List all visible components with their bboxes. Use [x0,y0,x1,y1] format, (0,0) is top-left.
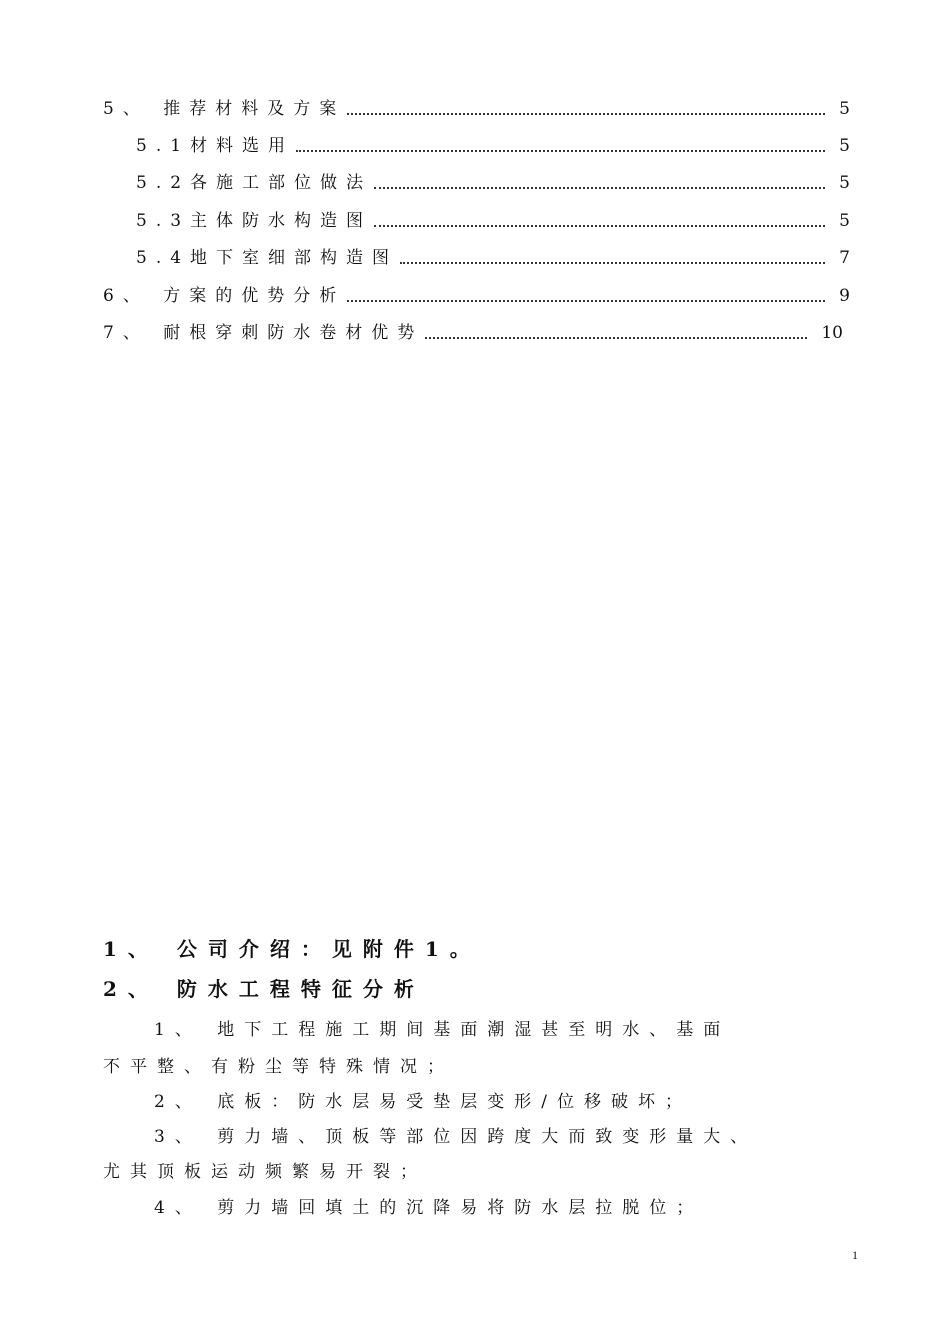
toc-entry-label: 6、 方案的优势分析 [103,286,346,306]
toc-page-number: 9 [839,286,850,306]
toc-page-number: 5 [839,99,850,119]
toc-page-number: 5 [839,173,850,193]
toc-page-number: 5 [839,136,850,156]
toc-leader [374,187,825,189]
body-paragraph-line: 尤其顶板运动频繁易开裂； [103,1162,427,1182]
toc-entry-label: 5.3主体防水构造图 [136,211,373,231]
body-paragraph-line: 不平整、有粉尘等特殊情况； [103,1057,454,1077]
toc-leader [374,225,825,227]
toc-leader [296,150,825,152]
toc-leader [400,262,825,264]
section-heading-company-intro: 1、 公司介绍：见附件1。 [103,937,481,961]
toc-page-number: 5 [839,211,850,231]
footer-page-number: 1 [852,1248,858,1262]
toc-entry-6[interactable] [103,285,850,307]
toc-entry-label: 5.4地下室细部构造图 [136,248,399,268]
toc-entry-5-1[interactable] [136,135,850,157]
toc-entry-5[interactable] [103,98,850,120]
toc-entry-5-3[interactable] [136,210,850,232]
section-heading-feature-analysis: 2、 防水工程特征分析 [103,977,425,1001]
toc-entry-label: 5.2各施工部位做法 [136,173,373,193]
toc-entry-label: 7、 耐根穿刺防水卷材优势 [103,323,424,343]
toc-leader [347,113,825,115]
toc-entry-5-2[interactable] [136,172,850,194]
toc-page-number: 7 [839,248,850,268]
body-paragraph-line: 4、 剪力墙回填土的沉降易将防水层拉脱位； [154,1198,704,1218]
toc-entry-7[interactable] [103,322,843,344]
toc-entry-5-4[interactable] [136,247,850,269]
toc-entry-label: 5.1材料选用 [136,136,295,156]
toc-leader [425,337,807,339]
toc-leader [347,300,825,302]
body-paragraph-line: 1、 地下工程施工期间基面潮湿甚至明水、基面 [154,1020,731,1040]
toc-entry-label: 5、 推荐材料及方案 [103,99,346,119]
toc-page-number: 10 [821,323,843,343]
body-paragraph-line: 3、 剪力墙、顶板等部位因跨度大而致变形量大、 [154,1127,758,1147]
body-paragraph-line: 2、 底板：防水层易受垫层变形/位移破坏； [154,1092,692,1112]
